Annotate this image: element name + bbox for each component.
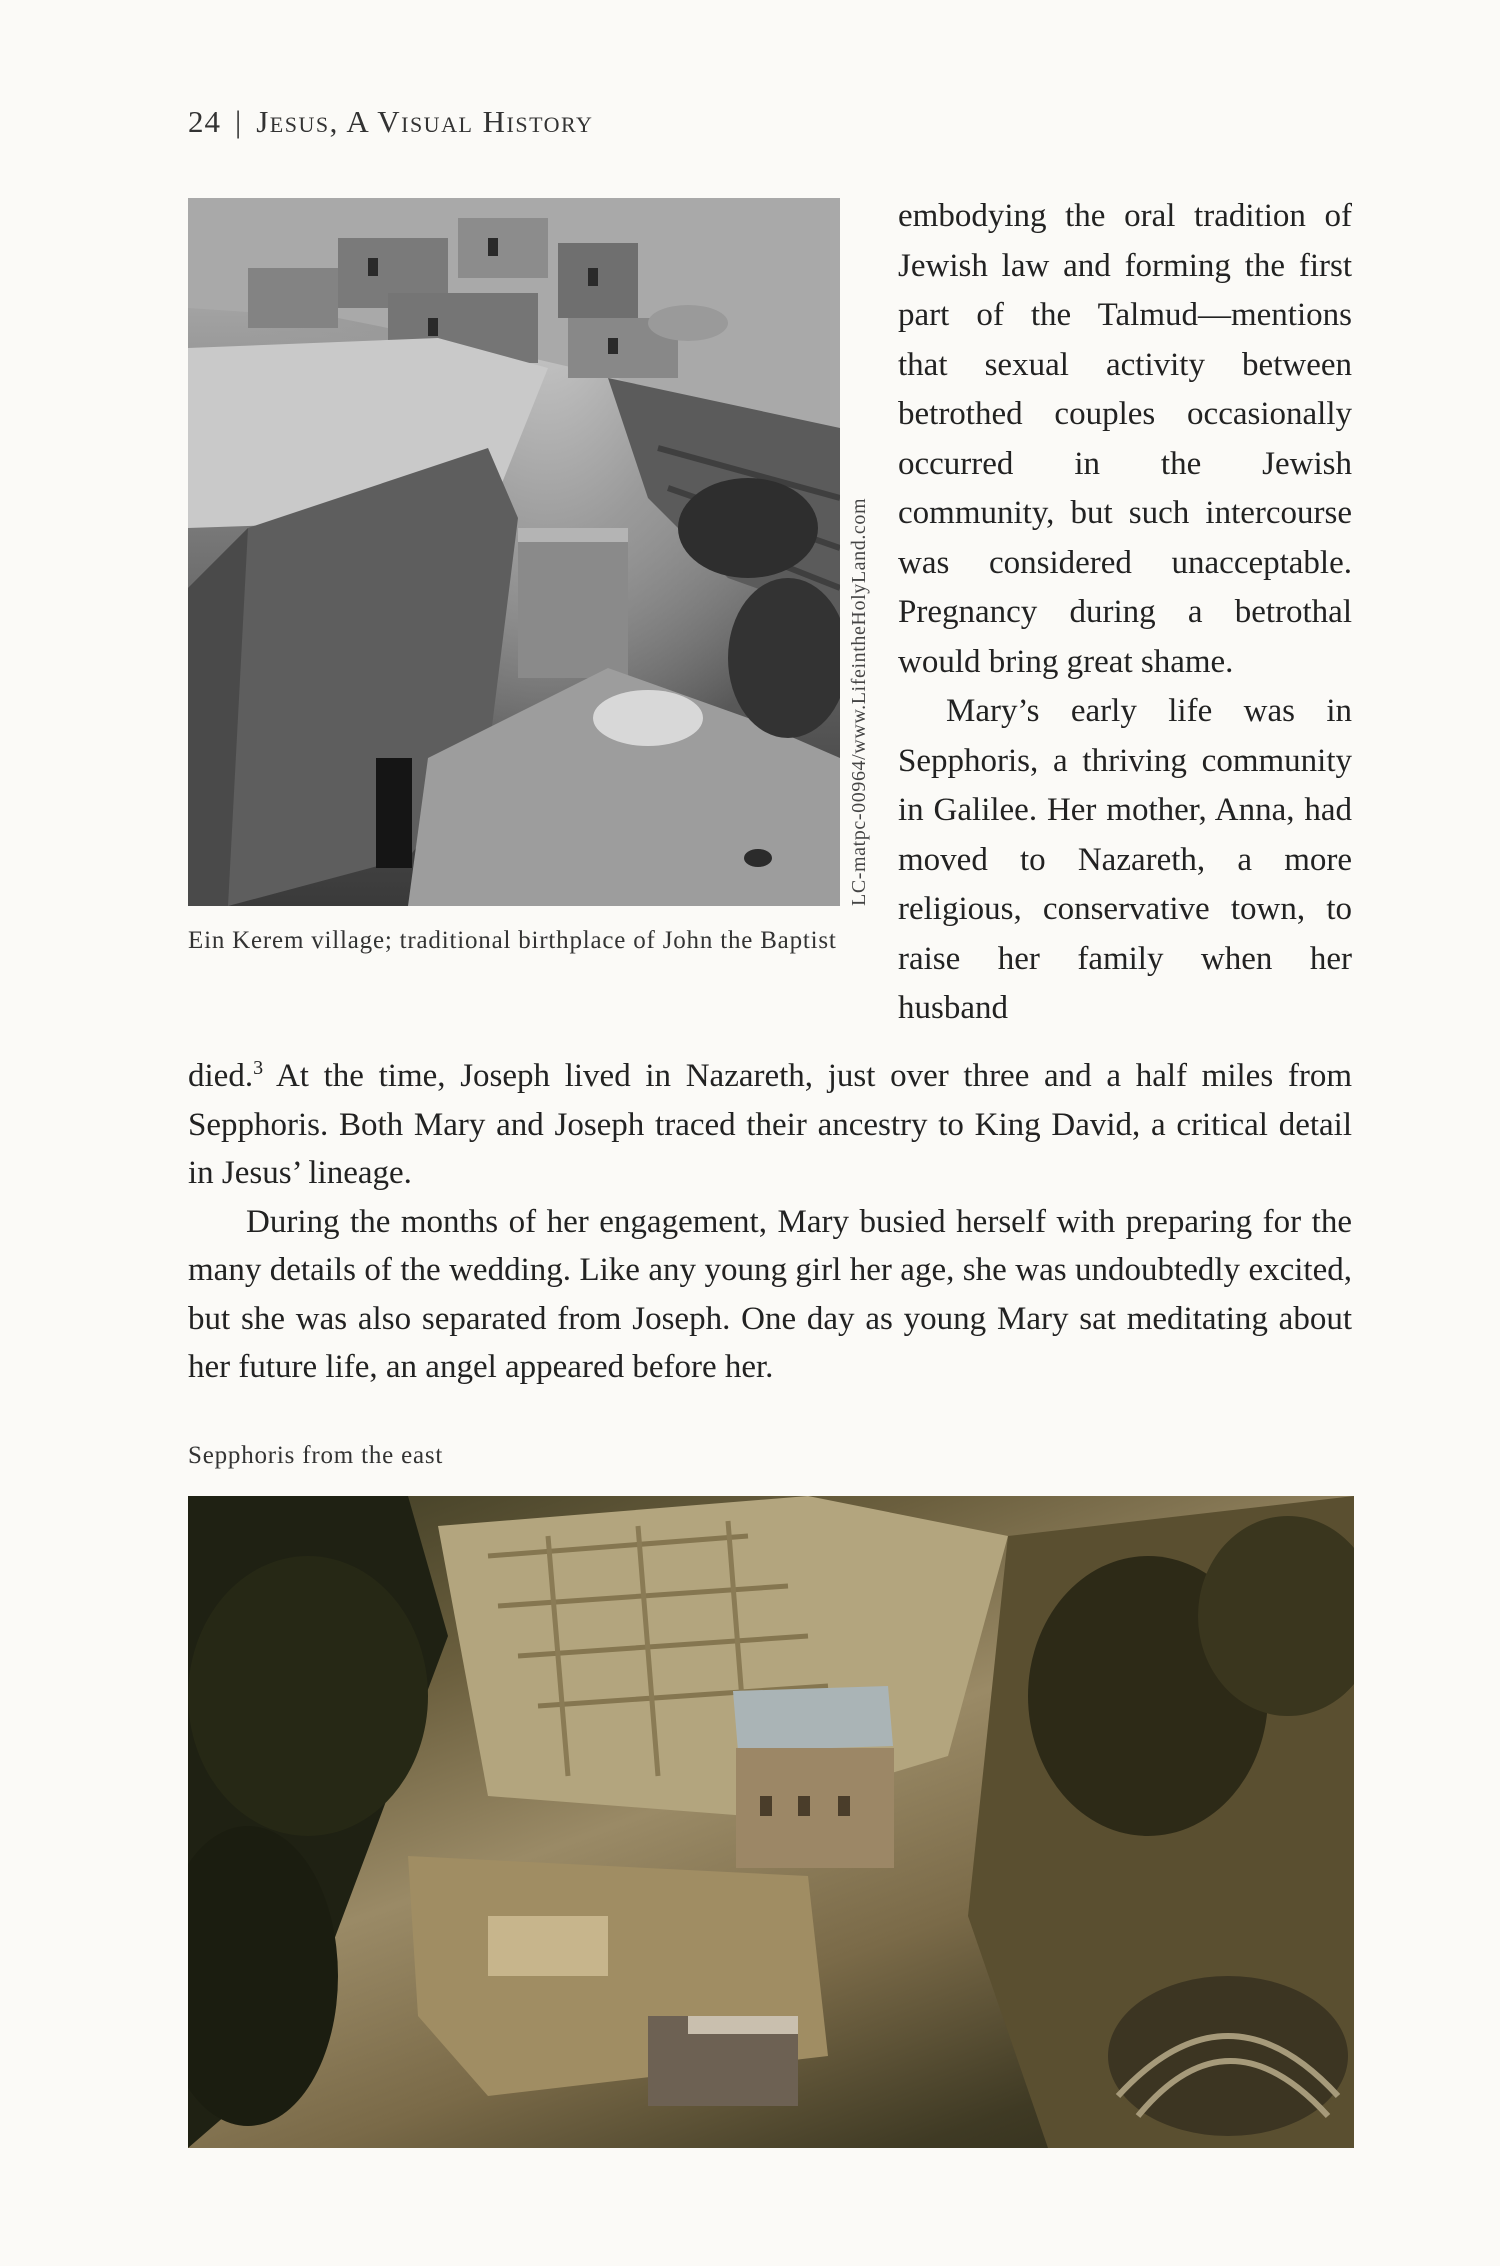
text-run: At the time, Joseph lived in Nazareth, just over three and a half miles from Sepphoris. Both Mary and Joseph traced their ancestry to King David, a critical detail in Jesus’ lineage.	[188, 1058, 1352, 1191]
sepphoris-caption: Sepphoris from the east	[188, 1442, 444, 1469]
ein-kerem-caption: Ein Kerem village; traditional birthplace of John the Baptist	[188, 927, 837, 954]
sepphoris-photo	[188, 1496, 1354, 2148]
photo-credit: LC-matpc-00964/www.LifeintheHolyLand.com	[848, 497, 870, 906]
full-width-text	[188, 1052, 1352, 1392]
page-number: 24	[188, 104, 221, 139]
paragraph: Mary’s early life was in Sepphoris, a thriving community in Galilee. Her mother, Anna, had moved to Nazareth, a more religious, conservative town, to raise her family when her husband	[898, 693, 1352, 1026]
running-head	[188, 104, 593, 140]
footnote-reference: 3	[253, 1057, 264, 1079]
ein-kerem-photo	[188, 198, 840, 906]
paragraph-continuation	[188, 1052, 1352, 1198]
ein-kerem-illustration	[188, 198, 840, 906]
text-run: died.	[188, 1058, 254, 1094]
paragraph: embodying the oral tradition of Jewish law and forming the first part of the Talmud—mentions that sexual activity between betrothed couples occasionally occurred in the Jewish community, but such intercourse was considered unacceptable. Pregnancy during a betrothal would bring great shame.	[898, 198, 1352, 680]
sepphoris-illustration	[188, 1496, 1354, 2148]
right-column-text	[898, 192, 1352, 1034]
header-separator: |	[235, 104, 243, 139]
paragraph: During the months of her engagement, Mary busied herself with preparing for the many details of the wedding. Like any young girl her age, she was undoubtedly excited, but she was also separated from Joseph. One day as young Mary sat meditating about her future life, an angel appeared before her.	[188, 1203, 1352, 1385]
book-title: Jesus, A Visual History	[256, 104, 594, 139]
